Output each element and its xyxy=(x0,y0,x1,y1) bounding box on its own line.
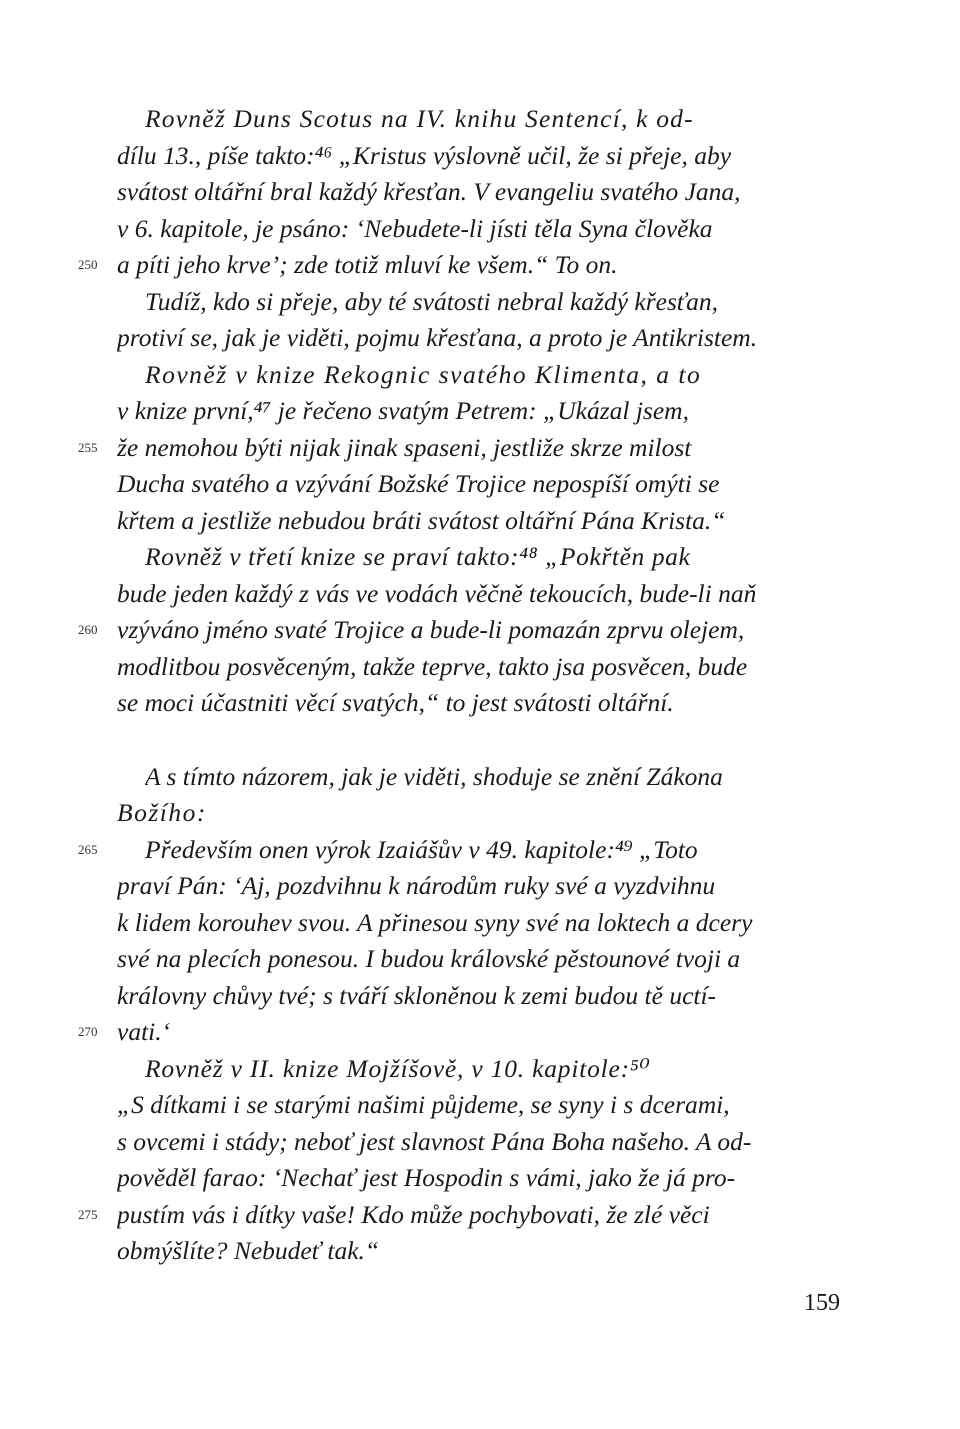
text-line: Především onen výrok Izaiášův v 49. kapitole:⁴⁹ „Toto xyxy=(145,835,698,864)
line-number: 260 xyxy=(78,622,98,637)
text-line: praví Pán: ‘Aj, pozdvihnu k národům ruky své a vyzdvihnu xyxy=(117,871,716,900)
text-line: „S dítkami i se starými našimi půjdeme, se syny i s dcerami, xyxy=(117,1090,730,1119)
text-line: A s tímto názorem, jak je viděti, shoduje se znění Zákona xyxy=(145,762,723,791)
text-line: pustím vás i dítky vaše! Kdo může pochybovati, že zlé věci xyxy=(117,1200,710,1229)
page-number: 159 xyxy=(804,1290,840,1316)
text-line: k lidem korouhev svou. A přinesou syny své na loktech a dcery xyxy=(117,908,753,937)
text-line: Rovněž Duns Scotus na IV. knihu Sentencí, k od- xyxy=(145,104,694,133)
text-line: se moci účastniti věcí svatých,“ to jest svátosti oltářní. xyxy=(117,688,674,717)
text-line: že nemohou býti nijak jinak spaseni, jestliže skrze milost xyxy=(117,433,692,462)
text-line: v 6. kapitole, je psáno: ‘Nebudete-li jísti těla Syna člověka xyxy=(117,214,713,243)
text-line: Rovněž v II. knize Mojžíšově, v 10. kapitole:⁵⁰ xyxy=(145,1054,651,1083)
text-line: dílu 13., píše takto:⁴⁶ „Kristus výslovně učil, že si přeje, aby xyxy=(117,141,732,170)
line-number: 265 xyxy=(78,842,98,857)
text-line: vzýváno jméno svaté Trojice a bude-li pomazán zprvu olejem, xyxy=(117,615,745,644)
line-number: 255 xyxy=(78,440,98,455)
text-line: Božího: xyxy=(117,798,207,827)
text-line: protiví se, jak je viděti, pojmu křesťana, a proto je Antikristem. xyxy=(117,323,758,352)
text-line: modlitbou posvěceným, takže teprve, takto jsa posvěcen, bude xyxy=(117,652,748,681)
line-number: 270 xyxy=(78,1024,98,1039)
text-line: královny chůvy tvé; s tváří skloněnou k zemi budou tě uctí- xyxy=(117,981,717,1010)
line-number: 250 xyxy=(78,257,98,272)
text-line: s ovcemi i stády; neboť jest slavnost Pána Boha našeho. A od- xyxy=(117,1127,752,1156)
line-number: 275 xyxy=(78,1207,98,1222)
text-line: pověděl farao: ‘Nechať jest Hospodin s vámi, jako že já pro- xyxy=(117,1163,736,1192)
text-line: Rovněž v třetí knize se praví takto:⁴⁸ „Pokřtěn pak xyxy=(145,542,691,571)
text-line: v knize první,⁴⁷ je řečeno svatým Petrem: „Ukázal jsem, xyxy=(117,396,689,425)
text-line: vati.‘ xyxy=(117,1017,171,1046)
text-line: křtem a jestliže nebudou bráti svátost oltářní Pána Krista.“ xyxy=(117,506,726,535)
text-line: Rovněž v knize Rekognic svatého Klimenta, a to xyxy=(145,360,702,389)
text-line: své na plecích ponesou. I budou královské pěstounové tvoji a xyxy=(117,944,741,973)
text-line: Tudíž, kdo si přeje, aby té svátosti nebral každý křesťan, xyxy=(145,287,719,316)
text-line: Ducha svatého a vzývání Božské Trojice nepospíší omýti se xyxy=(117,469,720,498)
text-line: a píti jeho krve’; zde totiž mluví ke všem.“ To on. xyxy=(117,250,618,279)
text-line: bude jeden každý z vás ve vodách věčně tekoucích, bude-li naň xyxy=(117,579,757,608)
text-line: obmýšlíte? Nebudeť tak.“ xyxy=(117,1236,380,1265)
text-line: svátost oltářní bral každý křesťan. V evangeliu svatého Jana, xyxy=(117,177,741,206)
